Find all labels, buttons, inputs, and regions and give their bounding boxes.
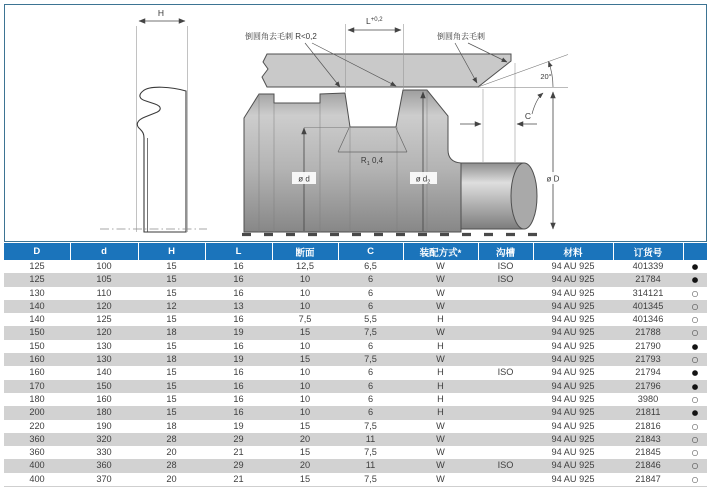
cell: 10 bbox=[299, 367, 311, 378]
cell bbox=[478, 287, 533, 300]
cell: W bbox=[436, 274, 445, 285]
cell: 140 bbox=[29, 314, 45, 325]
note-deburr-right-label: 倒圆角去毛刺 bbox=[437, 32, 485, 41]
cell: 10 bbox=[299, 274, 311, 285]
cell: 7,5 bbox=[364, 354, 377, 365]
cell: 125 bbox=[29, 274, 45, 285]
availability-dot: ○ bbox=[691, 461, 699, 471]
cell: W bbox=[436, 300, 445, 311]
cell: 29 bbox=[233, 433, 244, 444]
availability-dot: ● bbox=[691, 341, 699, 351]
column-header-9: 材料 bbox=[533, 243, 613, 260]
cell: H bbox=[437, 380, 444, 391]
cell bbox=[478, 300, 533, 313]
cell: 125 bbox=[96, 314, 112, 325]
spec-table-header bbox=[4, 243, 707, 260]
cell: W bbox=[436, 354, 445, 365]
cell: 94 AU 925 bbox=[551, 407, 595, 418]
cell: 15 bbox=[166, 393, 177, 404]
availability-dot: ○ bbox=[691, 394, 699, 404]
mating-part-bar bbox=[262, 54, 511, 87]
cell: 5,5 bbox=[364, 314, 377, 325]
cell: 15 bbox=[166, 261, 177, 271]
cell: 15 bbox=[166, 314, 177, 325]
dia-D-label: ø D bbox=[546, 174, 560, 184]
cell: 7,5 bbox=[364, 420, 377, 431]
cell: 15 bbox=[166, 274, 177, 285]
cell bbox=[478, 446, 533, 459]
cell: 94 AU 925 bbox=[551, 447, 595, 458]
cell: 401339 bbox=[632, 261, 664, 271]
cell: 94 AU 925 bbox=[551, 327, 595, 338]
cell: W bbox=[436, 420, 445, 431]
dia-d2-label: ø $d_2$ bbox=[415, 174, 431, 186]
cell: 21816 bbox=[635, 420, 661, 431]
cell: H bbox=[437, 407, 444, 418]
cell: 7,5 bbox=[364, 447, 377, 458]
table-row bbox=[4, 287, 707, 300]
cell: 7,5 bbox=[298, 314, 312, 325]
column-header-11 bbox=[683, 243, 707, 260]
cell: 16 bbox=[233, 314, 244, 325]
cell: 21 bbox=[233, 473, 244, 484]
column-header-3: H bbox=[138, 243, 205, 260]
cell: 20 bbox=[166, 447, 177, 458]
header-row bbox=[4, 243, 707, 260]
cell: 15 bbox=[299, 447, 311, 458]
table-row bbox=[4, 433, 707, 446]
table-row bbox=[4, 406, 707, 419]
cell: 21790 bbox=[635, 340, 661, 351]
column-header-10: 订货号 bbox=[613, 243, 683, 260]
cell: 130 bbox=[96, 340, 112, 351]
cell: 105 bbox=[96, 274, 112, 285]
cell: 16 bbox=[233, 274, 244, 285]
cell: 10 bbox=[299, 393, 311, 404]
column-header-8: 沟槽 bbox=[478, 243, 533, 260]
cell: ISO bbox=[497, 261, 514, 271]
cell: 20 bbox=[299, 433, 311, 444]
groove-radius-label: $R_1$ 0,4 bbox=[360, 156, 384, 167]
installation-section-view bbox=[242, 16, 568, 235]
cell: 190 bbox=[96, 420, 112, 431]
availability-dot: ● bbox=[691, 368, 699, 378]
table-row bbox=[4, 366, 707, 379]
cell: 19 bbox=[233, 327, 244, 338]
cell bbox=[478, 380, 533, 393]
cell: 401345 bbox=[632, 300, 664, 311]
cell: ISO bbox=[497, 460, 514, 471]
cell: H bbox=[437, 393, 444, 404]
cell: 94 AU 925 bbox=[551, 420, 595, 431]
cell: 314121 bbox=[632, 287, 664, 298]
availability-dot: ○ bbox=[691, 421, 699, 431]
table-row bbox=[4, 393, 707, 406]
cell: 16 bbox=[233, 287, 244, 298]
cell: 400 bbox=[29, 460, 45, 471]
cell: 94 AU 925 bbox=[551, 340, 595, 351]
cell: 6 bbox=[367, 380, 374, 391]
cell: 10 bbox=[299, 407, 311, 418]
cell: 21847 bbox=[635, 473, 661, 484]
cell: 360 bbox=[29, 447, 45, 458]
cell: 21 bbox=[233, 447, 244, 458]
availability-dot: ○ bbox=[691, 448, 699, 458]
cell: 21845 bbox=[635, 447, 661, 458]
cell: 6 bbox=[367, 287, 374, 298]
cell: 16 bbox=[233, 340, 244, 351]
cell bbox=[478, 353, 533, 366]
cell: 15 bbox=[166, 287, 177, 298]
cell: 21788 bbox=[635, 327, 661, 338]
cell: 16 bbox=[233, 393, 244, 404]
availability-dot: ○ bbox=[691, 328, 699, 338]
cell: 94 AU 925 bbox=[551, 473, 595, 484]
cell: 21793 bbox=[635, 354, 661, 365]
availability-dot: ○ bbox=[691, 355, 699, 365]
cell: 15 bbox=[299, 354, 311, 365]
dia-d-label: ø d bbox=[298, 174, 310, 184]
cell: 18 bbox=[166, 420, 177, 431]
availability-dot: ○ bbox=[691, 301, 699, 311]
cell: 94 AU 925 bbox=[551, 367, 595, 378]
cell: 15 bbox=[299, 420, 311, 431]
cell: 10 bbox=[299, 300, 311, 311]
cell: 19 bbox=[233, 354, 244, 365]
column-header-2: d bbox=[70, 243, 138, 260]
cell: W bbox=[436, 433, 445, 444]
cell: 6,5 bbox=[364, 261, 377, 271]
availability-dot: ● bbox=[691, 275, 699, 285]
cell: 120 bbox=[96, 327, 112, 338]
cell: 170 bbox=[29, 380, 45, 391]
dimension-l-label: $L^{+0,2}$ bbox=[366, 16, 383, 26]
cell bbox=[478, 313, 533, 326]
cell: W bbox=[436, 287, 445, 298]
cell: 10 bbox=[299, 287, 311, 298]
cell: 130 bbox=[29, 287, 45, 298]
cell: 20 bbox=[166, 473, 177, 484]
availability-dot: ○ bbox=[691, 315, 699, 325]
seal-profile-outline bbox=[137, 87, 186, 232]
cell: ISO bbox=[497, 367, 514, 378]
availability-dot: ○ bbox=[691, 474, 699, 484]
cell: 15 bbox=[166, 380, 177, 391]
cell bbox=[478, 326, 533, 339]
cell: 110 bbox=[96, 287, 112, 298]
cell bbox=[478, 433, 533, 446]
cell: 16 bbox=[233, 367, 244, 378]
cell: 15 bbox=[166, 407, 177, 418]
cell: 21811 bbox=[635, 407, 661, 418]
availability-dot: ○ bbox=[691, 434, 699, 444]
table-row bbox=[4, 420, 707, 433]
cell: 3980 bbox=[637, 393, 659, 404]
cell: 120 bbox=[96, 300, 112, 311]
table-row bbox=[4, 459, 707, 472]
cell: 360 bbox=[96, 460, 112, 471]
cell: 6 bbox=[367, 407, 374, 418]
engineering-drawing bbox=[0, 0, 711, 243]
housing-body bbox=[244, 90, 461, 232]
cell: 6 bbox=[367, 274, 374, 285]
cell bbox=[478, 473, 533, 487]
cell: W bbox=[436, 261, 445, 271]
cell: 130 bbox=[96, 354, 112, 365]
cell: 15 bbox=[299, 473, 311, 484]
table-row bbox=[4, 273, 707, 286]
cell: 15 bbox=[166, 340, 177, 351]
cell: 94 AU 925 bbox=[551, 460, 595, 471]
cell: 12 bbox=[166, 300, 177, 311]
cell: 401346 bbox=[632, 314, 664, 325]
cell: 6 bbox=[367, 300, 374, 311]
cell: 200 bbox=[29, 407, 45, 418]
spec-table bbox=[4, 243, 707, 487]
cell: 20 bbox=[299, 460, 311, 471]
cell: 12,5 bbox=[296, 261, 314, 271]
seal-profile-view bbox=[100, 8, 207, 232]
cell: 21784 bbox=[635, 274, 661, 285]
cell: H bbox=[437, 314, 444, 325]
cell bbox=[478, 420, 533, 433]
table-row bbox=[4, 446, 707, 459]
cell: 10 bbox=[299, 380, 311, 391]
cell: 400 bbox=[29, 473, 45, 484]
cell: 18 bbox=[166, 327, 177, 338]
cell: 125 bbox=[29, 261, 45, 271]
cell: 140 bbox=[29, 300, 45, 311]
column-header-7: 装配方式* bbox=[403, 243, 478, 260]
cell: 160 bbox=[29, 354, 45, 365]
cell: 15 bbox=[299, 327, 311, 338]
cell: 370 bbox=[96, 473, 112, 484]
cell: 16 bbox=[233, 407, 244, 418]
cell: H bbox=[437, 340, 444, 351]
cell: 94 AU 925 bbox=[551, 354, 595, 365]
cell: 94 AU 925 bbox=[551, 380, 595, 391]
cell: 160 bbox=[96, 393, 112, 404]
cell: 160 bbox=[29, 367, 45, 378]
cell: 28 bbox=[166, 460, 177, 471]
cell: 21843 bbox=[635, 433, 661, 444]
table-row bbox=[4, 260, 707, 273]
cell: 6 bbox=[367, 340, 374, 351]
table-row bbox=[4, 473, 707, 487]
cell: 150 bbox=[29, 340, 45, 351]
dimension-dia-D bbox=[541, 92, 566, 229]
table-row bbox=[4, 353, 707, 366]
table-row bbox=[4, 380, 707, 393]
cell: 150 bbox=[96, 380, 112, 391]
cell: 18 bbox=[166, 354, 177, 365]
cell: 140 bbox=[96, 367, 112, 378]
cell: 100 bbox=[96, 261, 112, 271]
cell: 94 AU 925 bbox=[551, 433, 595, 444]
column-header-4: L bbox=[205, 243, 272, 260]
cell: 6 bbox=[367, 367, 374, 378]
cell: 21794 bbox=[635, 367, 661, 378]
cell: W bbox=[436, 460, 445, 471]
cell: 150 bbox=[29, 327, 45, 338]
cell: 7,5 bbox=[364, 473, 377, 484]
availability-dot: ● bbox=[691, 381, 699, 391]
table-row bbox=[4, 326, 707, 339]
cell: 94 AU 925 bbox=[551, 300, 595, 311]
cell: 180 bbox=[29, 393, 45, 404]
cell: W bbox=[436, 327, 445, 338]
cell: 29 bbox=[233, 460, 244, 471]
cell: ISO bbox=[497, 274, 514, 285]
cell: 94 AU 925 bbox=[551, 261, 595, 271]
cell: 6 bbox=[367, 393, 374, 404]
cell: 320 bbox=[96, 433, 112, 444]
cell: 10 bbox=[299, 340, 311, 351]
cell: 13 bbox=[233, 300, 244, 311]
availability-dot: ● bbox=[691, 262, 699, 271]
cell bbox=[478, 340, 533, 353]
cell: 11 bbox=[365, 460, 376, 471]
cell: 94 AU 925 bbox=[551, 314, 595, 325]
cell: 15 bbox=[166, 367, 177, 378]
cell: 16 bbox=[233, 261, 244, 271]
cell: 21846 bbox=[635, 460, 661, 471]
column-header-5: 断面 bbox=[272, 243, 338, 260]
spec-table-body bbox=[4, 260, 707, 487]
cell: W bbox=[436, 447, 445, 458]
cell: 21796 bbox=[635, 380, 661, 391]
cell: 11 bbox=[365, 433, 376, 444]
availability-dot: ● bbox=[691, 408, 699, 418]
note-deburr-left-label: 倒圆角去毛刺 R<0,2 bbox=[245, 32, 317, 41]
cell: H bbox=[437, 367, 444, 378]
cell: 28 bbox=[166, 433, 177, 444]
table-row bbox=[4, 313, 707, 326]
cell: 94 AU 925 bbox=[551, 393, 595, 404]
rod-cylinder bbox=[461, 163, 537, 229]
cell: 94 AU 925 bbox=[551, 287, 595, 298]
cell: W bbox=[436, 473, 445, 484]
cell bbox=[478, 406, 533, 419]
cell bbox=[478, 393, 533, 406]
availability-dot: ○ bbox=[691, 288, 699, 298]
cell: 19 bbox=[233, 420, 244, 431]
cell: 330 bbox=[96, 447, 112, 458]
table-row bbox=[4, 340, 707, 353]
dimension-c-label: C bbox=[524, 111, 532, 121]
angle-label: 20° bbox=[540, 72, 552, 81]
cell: 16 bbox=[233, 380, 244, 391]
cell: 360 bbox=[29, 433, 45, 444]
cell: 94 AU 925 bbox=[551, 274, 595, 285]
table-row bbox=[4, 300, 707, 313]
dimension-h-label: H bbox=[157, 8, 165, 18]
cell: 180 bbox=[96, 407, 112, 418]
cell: 7,5 bbox=[364, 327, 377, 338]
column-header-1: D bbox=[4, 243, 70, 260]
column-header-6: C bbox=[338, 243, 403, 260]
cell: 220 bbox=[29, 420, 45, 431]
